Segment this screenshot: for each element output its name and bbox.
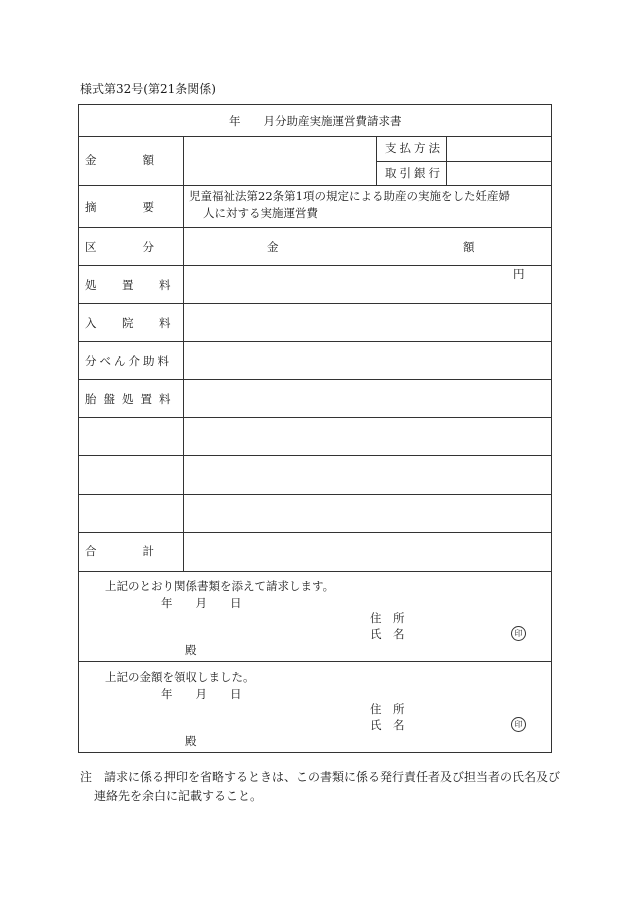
receipt-addressee: 殿 [185, 734, 197, 748]
receipt-date: 年 月 日 [161, 687, 242, 701]
rule-line [79, 661, 551, 662]
amount-label: 金 額 [85, 153, 154, 167]
rule-line [79, 494, 551, 495]
bank-field[interactable] [451, 168, 545, 182]
rule-line [79, 227, 551, 228]
rule-line [376, 161, 551, 162]
total-label: 合 計 [85, 544, 154, 558]
rule-line [79, 341, 551, 342]
request-statement: 上記のとおり関係書類を添えて請求します。 [105, 579, 335, 593]
payment-method-label: 支払方法 [385, 141, 443, 155]
item-delivery-assistance-fee: 分べん介助料 [85, 354, 172, 368]
receipt-name-label: 氏 名 [370, 718, 405, 732]
request-addressee: 殿 [185, 643, 197, 657]
item-placenta-treatment-fee: 胎盤処置料 [85, 392, 178, 406]
column-divider [446, 136, 447, 185]
summary-text-line1: 児童福祉法第22条第1項の規定による助産の実施をした妊産婦 [189, 189, 510, 203]
rule-line [79, 136, 551, 137]
request-form [78, 104, 552, 753]
receipt-seal-mark: 印 [511, 717, 526, 732]
column-divider [183, 136, 184, 571]
rule-line [79, 265, 551, 266]
rule-line [79, 571, 551, 572]
request-seal-mark: 印 [511, 626, 526, 641]
footnote-line1: 注 請求に係る押印を省略するときは、この書類に係る発行責任者及び担当者の氏名及び [80, 770, 561, 784]
rule-line [79, 417, 551, 418]
receipt-address-label: 住 所 [370, 702, 405, 716]
rule-line [79, 303, 551, 304]
receipt-statement: 上記の金額を領収しました。 [105, 670, 255, 684]
summary-label: 摘 要 [85, 200, 154, 214]
item-treatment-fee: 処 置 料 [85, 278, 178, 292]
item-hospitalization-fee: 入 院 料 [85, 316, 178, 330]
form-title: 年 月分助産実施運営費請求書 [229, 114, 402, 128]
request-date: 年 月 日 [161, 596, 242, 610]
amount-column-gaku: 額 [463, 240, 475, 254]
summary-text-line2: 人に対する実施運営費 [203, 206, 318, 220]
rule-line [79, 379, 551, 380]
rule-line [79, 455, 551, 456]
bank-label: 取引銀行 [385, 166, 443, 180]
request-address-label: 住 所 [370, 611, 405, 625]
category-label: 区 分 [85, 240, 154, 254]
form-number: 様式第32号(第21条関係) [80, 82, 216, 96]
request-name-label: 氏 名 [370, 627, 405, 641]
rule-line [79, 185, 551, 186]
column-divider [376, 136, 377, 185]
yen-unit: 円 [513, 267, 525, 281]
footnote [80, 768, 560, 806]
amount-column-kin: 金 [267, 240, 279, 254]
rule-line [79, 532, 551, 533]
footnote-line2: 連絡先を余白に記載すること。 [94, 789, 263, 803]
payment-method-field[interactable] [451, 143, 545, 157]
